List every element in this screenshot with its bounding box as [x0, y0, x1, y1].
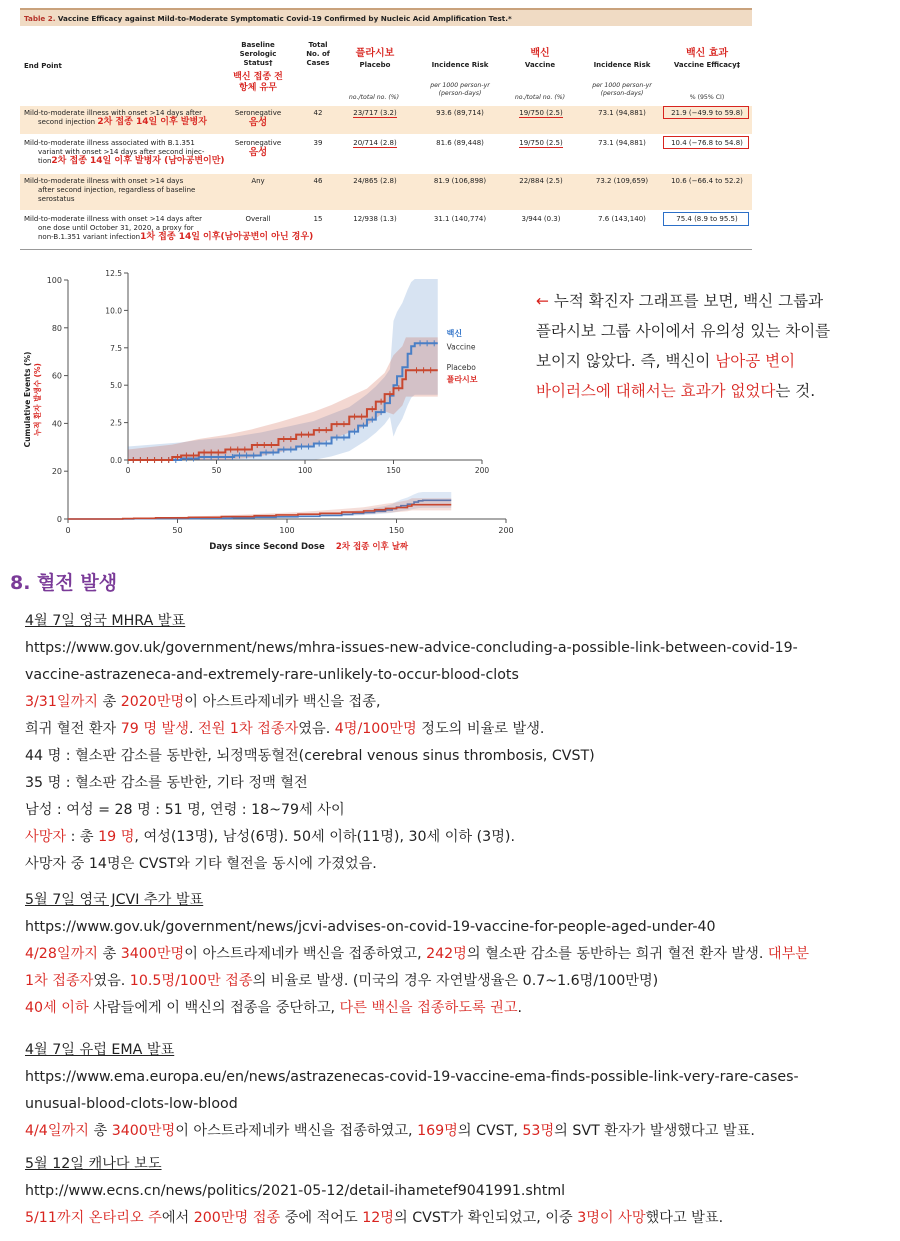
jcvi-line-3: 40세 이하 사람들에게 이 백신의 접종을 중단하고, 다른 백신을 접종하도록 권고.	[25, 1000, 523, 1016]
row2-incidence-vaccine: 73.1 (94,881)	[598, 139, 646, 147]
row3-incidence-vaccine: 73.2 (109,659)	[595, 177, 649, 185]
row2-placebo: 20/714 (2.8)	[353, 139, 397, 147]
subheader-placebo: no./total no. (%)	[348, 94, 400, 101]
row4-vaccine: 3/944 (0.3)	[521, 215, 561, 223]
row4-status: Overall	[245, 215, 271, 223]
row2-vaccine: 19/750 (2.5)	[519, 139, 563, 147]
row2-endpoint: Mild-to-moderate illness associated with B.1.351 variant with onset >14 days after second injec- tion2차 접종 14일 이후 발병자 (남아공변이만)	[24, 139, 225, 166]
ema-heading: 4월 7일 유럽 EMA 발표	[25, 1042, 175, 1058]
jcvi-line-1: 4/28일까지 총 3400만명이 아스트라제네카 백신을 접종하였고, 242명의 혈소판 감소를 동반하는 희귀 혈전 환자 발생. 대부분	[25, 946, 810, 962]
mhra-line-3: 44 명 : 혈소판 감소를 동반한, 뇌정맥동혈전(cerebral venous sinus thrombosis, CVST)	[25, 748, 595, 764]
x-tick-label: 100	[279, 526, 295, 535]
y-tick-label: 40	[51, 419, 62, 429]
subheader-incidence-placebo: per 1000 person-yr (person-days)	[430, 82, 490, 97]
header-serologic: Baseline Serologic Status†	[239, 41, 277, 67]
annotation-serologic-kr: 백신 접종 전 항체 유무	[233, 72, 283, 93]
row2-incidence-placebo: 81.6 (89,448)	[436, 139, 484, 147]
row2-efficacy-highlight	[663, 136, 749, 149]
header-endpoint: End Point	[24, 62, 62, 70]
inset-x-tick-label: 50	[211, 466, 222, 475]
canada-line-1: 5/11까지 온타리오 주에서 200만명 접종 중에 적어도 12명의 CVST가 확인되었고, 이중 3명이 사망했다고 발표.	[25, 1210, 724, 1226]
row4-incidence-vaccine: 7.6 (143,140)	[598, 215, 646, 223]
y-tick-label: 80	[51, 323, 62, 333]
subheader-vaccine: no./total no. (%)	[514, 94, 566, 101]
header-efficacy: Vaccine Efficacy‡	[673, 61, 741, 69]
section-title: 8. 혈전 발생	[10, 572, 118, 594]
canada-block	[25, 1151, 890, 1232]
jcvi-line-2: 1차 접종자였음. 10.5명/100만 접종의 비율로 발생. (미국의 경우 자연발생율은 0.7~1.6명/100만명)	[25, 973, 659, 989]
mhra-url-1[interactable]: https://www.gov.uk/government/news/mhra-issues-new-advice-concluding-a-possible-link-between-covid-19-	[25, 640, 798, 656]
table-row	[20, 212, 752, 250]
y-axis-label: Cumulative Events (%)	[23, 351, 32, 448]
row1-vaccine: 19/750 (2.5)	[519, 109, 563, 117]
row4-endpoint: Mild-to-moderate illness with onset >14 days after one dose until October 31, 2020, a proxy for non-B.1.351 variant infection1차 접종 14일 이후(남아공변이 아닌 경우)	[24, 215, 314, 242]
jcvi-heading: 5월 7일 영국 JCVI 추가 발표	[25, 892, 204, 908]
table-caption	[20, 8, 752, 26]
row3-placebo: 24/865 (2.8)	[353, 177, 397, 185]
mhra-line-7: 사망자 중 14명은 CVST와 기타 혈전을 동시에 가졌었음.	[25, 856, 377, 872]
row4-efficacy: 75.4 (8.9 to 95.5)	[676, 215, 738, 223]
mhra-line-5: 남성 : 여성 = 28 명 : 51 명, 연령 : 18~79세 사이	[25, 802, 345, 818]
inset-y-tick-label: 10.0	[105, 306, 122, 316]
annotation-placebo-kr: 플라시보	[355, 48, 395, 59]
table-number: Table 2.	[24, 14, 56, 23]
row1-incidence-vaccine: 73.1 (94,881)	[598, 109, 646, 117]
legend-placebo: Placebo	[446, 363, 476, 373]
row2-status: Seronegative 음성	[234, 139, 282, 158]
inset-x-tick-label: 150	[386, 466, 401, 475]
header-vaccine: Vaccine	[524, 61, 556, 69]
row1-status: Seronegative 음성	[234, 109, 282, 128]
row4-cases: 15	[313, 215, 323, 223]
row1-cases: 42	[313, 109, 323, 117]
row1-efficacy: 21.9 (−49.9 to 59.8)	[671, 109, 743, 117]
legend-vaccine: Vaccine	[446, 342, 476, 352]
row4-endpoint-kr: 1차 접종 14일 이후(남아공변이 아닌 경우)	[140, 232, 314, 242]
row2-efficacy: 10.4 (−76.8 to 54.8)	[671, 139, 743, 147]
y-tick-label: 0	[56, 515, 62, 524]
jcvi-block	[25, 887, 890, 1022]
mhra-line-1: 3/31일까지 총 2020만명이 아스트라제네카 백신을 접종,	[25, 694, 381, 710]
y-axis-label-group	[23, 352, 42, 448]
canada-heading: 5월 12일 캐나다 보도	[25, 1156, 162, 1172]
x-axis-label-kr: 2차 접종 이후 날짜	[335, 542, 409, 552]
row3-cases: 46	[313, 177, 323, 185]
inset-y-tick-label: 5.0	[110, 381, 122, 391]
y-tick-label: 20	[51, 467, 62, 477]
arrow-left-icon: ←	[536, 292, 549, 310]
mhra-block	[25, 608, 890, 878]
row1-endpoint-kr: 2차 접종 14일 이후 발병자	[97, 117, 207, 127]
inset-x-tick-label: 200	[474, 466, 490, 475]
table-row	[20, 106, 752, 134]
row4-placebo: 12/938 (1.3)	[353, 215, 397, 223]
inset-y-tick-label: 12.5	[105, 269, 122, 278]
jcvi-url[interactable]: https://www.gov.uk/government/news/jcvi-advises-on-covid-19-vaccine-for-people-aged-under-40	[25, 919, 716, 935]
row3-vaccine: 22/884 (2.5)	[519, 177, 563, 185]
x-tick-label: 150	[388, 526, 405, 535]
x-tick-label: 50	[172, 526, 183, 535]
header-cases: Total No. of Cases	[306, 41, 330, 67]
row1-efficacy-highlight	[663, 106, 749, 119]
y-axis-label-kr: 누적 환자 발생수 (%)	[33, 363, 42, 436]
x-tick-label: 200	[498, 526, 514, 535]
inset-y-tick-label: 2.5	[110, 418, 122, 428]
row2-cases: 39	[313, 139, 323, 147]
annotation-vaccine-kr: 백신	[530, 48, 550, 59]
row1-incidence-placebo: 93.6 (89,714)	[436, 109, 484, 117]
x-tick-label: 0	[65, 526, 71, 535]
legend-placebo-kr: 플라시보	[446, 375, 478, 385]
mhra-line-4: 35 명 : 혈소판 감소를 동반한, 기타 정맥 혈전	[25, 775, 308, 791]
annotation-efficacy-kr: 백신 효과	[685, 48, 729, 59]
header-incidence-vaccine: Incidence Risk	[593, 61, 651, 69]
table-row	[20, 136, 752, 174]
header-placebo: Placebo	[359, 61, 391, 69]
y-tick-label: 60	[51, 371, 62, 381]
row1-placebo: 23/717 (3.2)	[353, 109, 397, 117]
legend-vaccine-kr: 백신	[446, 328, 463, 338]
inset-y-tick-label: 0.0	[110, 456, 122, 465]
row1-endpoint: Mild-to-moderate illness with onset >14 days after second injection 2차 접종 14일 이후 발병자	[24, 109, 207, 127]
ema-line-1: 4/4일까지 총 3400만명이 아스트라제네카 백신을 접종하였고, 169명의 CVST, 53명의 SVT 환자가 발생했다고 발표.	[25, 1123, 755, 1139]
y-tick-label: 100	[46, 276, 62, 285]
row3-incidence-placebo: 81.9 (106,898)	[433, 177, 487, 185]
inset-x-tick-label: 100	[297, 466, 313, 475]
cumulative-events-chart	[18, 262, 518, 554]
subheader-incidence-vaccine: per 1000 person-yr (person-days)	[592, 82, 652, 97]
ema-url-1[interactable]: https://www.ema.europa.eu/en/news/astrazenecas-covid-19-vaccine-ema-finds-possible-link-very-rare-cases-	[25, 1069, 799, 1085]
ema-block	[25, 1037, 890, 1145]
header-incidence-placebo: Incidence Risk	[431, 61, 489, 69]
inset-x-tick-label: 0	[125, 466, 131, 475]
x-axis-label: Days since Second Dose	[209, 542, 325, 552]
row2-endpoint-kr: 2차 접종 14일 이후 발병자 (남아공변이만)	[51, 156, 225, 166]
table-row	[20, 174, 752, 210]
mhra-heading: 4월 7일 영국 MHRA 발표	[25, 613, 186, 629]
row3-efficacy: 10.6 (−66.4 to 52.2)	[671, 177, 743, 185]
table-title: Vaccine Efficacy against Mild-to-Moderate Symptomatic Covid-19 Confirmed by Nucleic Acid Amplification Test.*	[57, 14, 512, 23]
efficacy-table	[20, 8, 752, 250]
row3-endpoint: Mild-to-moderate illness with onset >14 days after second injection, regardless of baseline serostatus	[24, 177, 196, 203]
subheader-efficacy: % (95% CI)	[689, 94, 725, 101]
chart-note: ← 누적 확진자 그래프를 보면, 백신 그룹과 플라시보 그룹 사이에서 유의성 있는 차이를 보이지 않았다. 즉, 백신이 남아공 변이 바이러스에 대해서는 효과가 없었다는 것.	[536, 292, 831, 400]
canada-url[interactable]: http://www.ecns.cn/news/politics/2021-05-12/detail-ihametef9041991.shtml	[25, 1183, 566, 1199]
ema-url-2[interactable]: unusual-blood-clots-low-blood	[25, 1096, 238, 1112]
row4-efficacy-highlight	[663, 212, 749, 226]
mhra-line-2: 희귀 혈전 환자 79 명 발생. 전원 1차 접종자였음. 4명/100만명 정도의 비율로 발생.	[25, 721, 545, 737]
row3-status: Any	[251, 177, 265, 185]
table-bottom-rule	[20, 249, 752, 250]
mhra-url-2[interactable]: vaccine-astrazeneca-and-extremely-rare-unlikely-to-occur-blood-clots	[25, 667, 519, 683]
row4-incidence-placebo: 31.1 (140,774)	[433, 215, 487, 223]
mhra-line-6: 사망자 : 총 19 명, 여성(13명), 남성(6명). 50세 이하(11명), 30세 이하 (3명).	[25, 829, 515, 845]
inset-y-tick-label: 7.5	[110, 343, 122, 353]
